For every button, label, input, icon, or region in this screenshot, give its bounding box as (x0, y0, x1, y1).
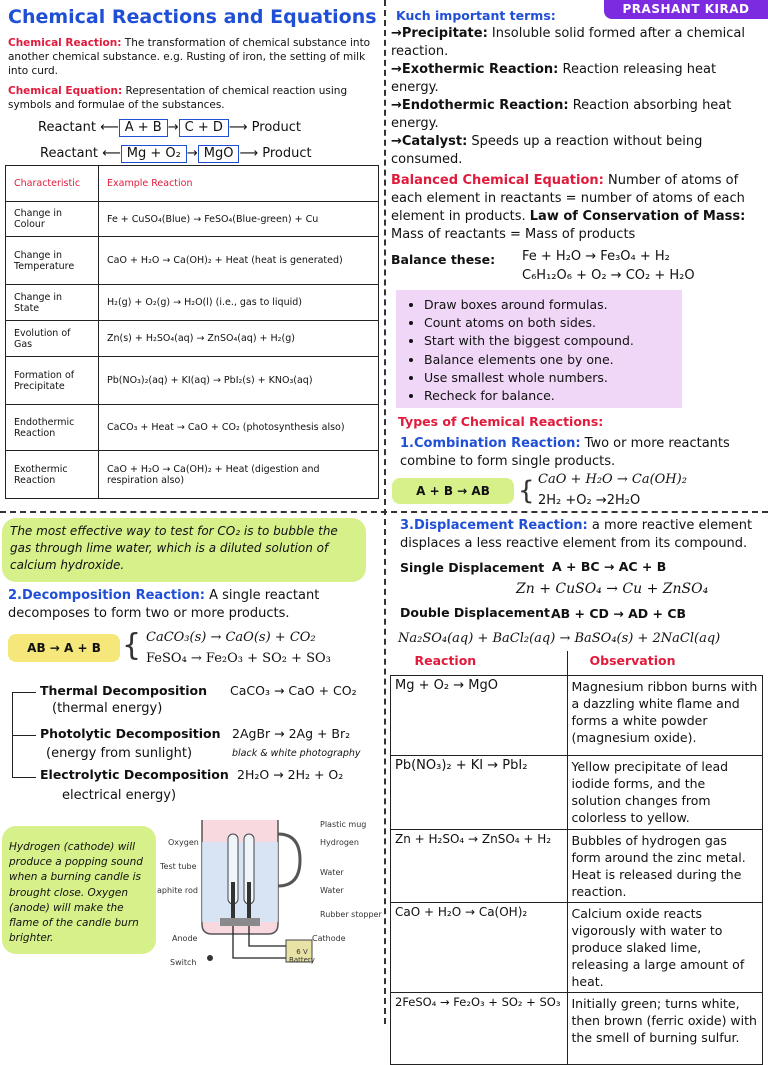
combination-general-pill: A + B → AB (392, 478, 514, 504)
photolytic-note: black & white photography (232, 748, 361, 759)
table-cell: Magnesium ribbon burns with a dazzling white flame and forms a white powder (magnesium oxide). (567, 675, 763, 755)
diagram-label: Plastic mug (320, 820, 367, 829)
diagram-label: Switch (170, 958, 197, 967)
table-row (6, 405, 379, 451)
switch-shape (207, 955, 213, 961)
water-fill (202, 842, 278, 922)
term-value: Speeds up a reaction without being consumed. (391, 134, 703, 167)
table-cell: Change in State (6, 285, 99, 321)
photolytic-equation: 2AgBr → 2Ag + Br₂ (232, 726, 351, 741)
diagram-label: Water (320, 868, 344, 877)
term-item (391, 133, 763, 169)
eq2-reactant-box: Mg + O₂ (121, 145, 187, 163)
table-header-row (391, 651, 763, 675)
chemical-reaction-term: Chemical Reaction: (8, 37, 122, 49)
table-cell: CaO + H₂O → Ca(OH)₂ + Heat (digestion and respiration also) (99, 451, 379, 499)
eq2-product-box: MgO (198, 145, 240, 163)
diagram-label: Hydrogen (320, 838, 359, 847)
chemical-equation-definition (8, 84, 378, 112)
balanced-equation-text: Number of atoms of each element in reactants = number of atoms of each element in products. (391, 173, 745, 224)
tree-branch (12, 777, 36, 778)
table-cell: Yellow precipitate of lead iodide forms, and the solution changes from colorless to yellow. (567, 755, 763, 829)
tip-item: • Recheck for balance. (424, 387, 682, 405)
co2-test-note (2, 518, 366, 582)
table-cell: Endothermic Reaction (6, 405, 99, 451)
electrolytic-energy-label: electrical energy) (62, 788, 177, 803)
tree-branch (12, 735, 36, 736)
graphite-rod-left (231, 882, 235, 920)
displacement-definition (400, 517, 764, 553)
table-cell: Change in Temperature (6, 237, 99, 285)
photolytic-decomposition: Photolytic Decomposition (40, 726, 221, 741)
balance-equation-1: Fe + H₂O → Fe₃O₄ + H₂ (522, 249, 670, 264)
term-value: Reaction releasing heat energy. (391, 62, 717, 95)
table-row (391, 755, 763, 829)
table-row (391, 675, 763, 755)
table-row (6, 357, 379, 405)
eq2-product: Product (262, 146, 312, 161)
eq1-reactant-box: A + B (119, 119, 168, 137)
table-row (6, 202, 379, 237)
balanced-equation-definition (391, 172, 765, 244)
term-key: →Catalyst: (391, 134, 468, 149)
mug-handle-shape (278, 834, 300, 886)
term-item (391, 25, 763, 61)
author-badge: PRASHANT KIRAD (604, 0, 768, 19)
table-cell: Evolution of Gas (6, 321, 99, 357)
diagram-label: Rubber stopper (320, 910, 382, 919)
table-cell: Zn(s) + H₂SO₄(aq) → ZnSO₄(aq) + H₂(g) (99, 321, 379, 357)
term-key: →Exothermic Reaction: (391, 62, 559, 77)
brace-icon: { (518, 476, 535, 506)
eq2-reactant: Reactant (40, 146, 98, 161)
table-row (391, 902, 763, 992)
graphite-rod-right (247, 882, 251, 920)
thermal-decomposition: Thermal Decomposition (40, 683, 208, 698)
eq1-reactant: Reactant (38, 120, 96, 135)
chemical-equation-text: Representation of chemical reaction using symbols and formulae of the substances. (8, 85, 348, 111)
double-displacement-equation: AB + CD → AD + CB (551, 606, 687, 621)
electrolysis-note-text: Hydrogen (cathode) will produce a popping sound when a burning candle is brought close. Oxygen (anode) will make the flame of the candle burn brighter. (9, 841, 143, 945)
table-row (6, 285, 379, 321)
table-row (391, 992, 763, 1064)
table-header-characteristic: Characteristic (6, 166, 99, 202)
table-cell: Fe + CuSO₄(Blue) → FeSO₄(Blue-green) + Cu (99, 202, 379, 237)
diagram-label: Oxygen (168, 838, 199, 847)
diagram-label: 6 V Battery (289, 948, 315, 964)
table-cell: CaCO₃ + Heat → CaO + CO₂ (photosynthesis also) (99, 405, 379, 451)
brace-icon: { (122, 628, 142, 663)
tip-item: • Draw boxes around formulas. (424, 296, 682, 314)
table-cell: CaO + H₂O → Ca(OH)₂ (391, 902, 568, 992)
table-cell: Exothermic Reaction (6, 451, 99, 499)
table-cell: Formation of Precipitate (6, 357, 99, 405)
electrolytic-equation: 2H₂O → 2H₂ + O₂ (237, 767, 344, 782)
diagram-label: Test tube (160, 862, 197, 871)
combination-example-1: CaO + H₂O → Ca(OH)₂ (538, 472, 687, 487)
observation-table (390, 651, 763, 1065)
table-header-reaction: Reaction (391, 651, 568, 675)
thermal-equation: CaCO₃ → CaO + CO₂ (230, 683, 357, 698)
table-cell: Calcium oxide reacts vigorously with water to produce slaked lime, releasing a large amount of heat. (567, 902, 763, 992)
table-cell: Bubbles of hydrogen gas form around the zinc metal. Heat is released during the reaction. (567, 829, 763, 902)
rubber-stopper-shape (220, 918, 260, 926)
eq1-product: Product (251, 120, 302, 135)
term-key: →Endothermic Reaction: (391, 98, 569, 113)
chemical-reaction-definition (8, 36, 378, 78)
decomposition-text: A single reactant decomposes to form two or more products. (8, 588, 320, 621)
electrolytic-decomposition: Electrolytic Decomposition (40, 767, 229, 782)
displacement-text: a more reactive element displaces a less reactive element from its compound. (400, 518, 753, 551)
table-row (6, 237, 379, 285)
diagram-label: Cathode (312, 934, 346, 943)
table-cell: 2FeSO₄ → Fe₂O₃ + SO₂ + SO₃ (391, 992, 568, 1064)
tip-item: • Balance elements one by one. (424, 351, 682, 369)
law-conservation-text: Mass of reactants = Mass of products (391, 227, 636, 242)
table-row (391, 829, 763, 902)
term-key: →Precipitate: (391, 26, 488, 41)
chemical-equation-term: Chemical Equation: (8, 85, 123, 97)
combination-example-2: 2H₂ +O₂ →2H₂O (538, 493, 641, 508)
horizontal-divider (0, 511, 768, 513)
characteristics-table (5, 165, 379, 499)
balancing-tips-box (396, 290, 682, 408)
chemical-reaction-text: The transformation of chemical substance into another chemical substance. e.g. Rusting of iron, the setting of milk into curd. (8, 37, 371, 77)
combination-term: 1.Combination Reaction: (400, 436, 581, 451)
combination-text: Two or more reactants combine to form single products. (400, 436, 730, 469)
important-terms-list (391, 25, 763, 169)
decomposition-general-pill: AB → A + B (8, 634, 120, 662)
table-cell: Mg + O₂ → MgO (391, 675, 568, 755)
balanced-equation-term: Balanced Chemical Equation: (391, 173, 604, 188)
table-row (6, 321, 379, 357)
balance-equation-2: C₆H₁₂O₆ + O₂ → CO₂ + H₂O (522, 268, 695, 283)
single-displacement-label: Single Displacement (400, 560, 545, 575)
decomposition-example-1: CaCO₃(s) → CaO(s) + CO₂ (146, 630, 316, 645)
co2-test-text: The most effective way to test for CO₂ is to bubble the gas through lime water, which is a diluted solution of calcium hydroxide. (10, 524, 338, 572)
double-displacement-label: Double Displacement (400, 605, 550, 620)
term-value: Reaction absorbing heat energy. (391, 98, 732, 131)
decomposition-example-2: FeSO₄ → Fe₂O₃ + SO₂ + SO₃ (146, 651, 331, 666)
table-cell: Pb(NO₃)₂ + KI → PbI₂ (391, 755, 568, 829)
diagram-label: Water (320, 886, 344, 895)
displacement-term: 3.Displacement Reaction: (400, 518, 588, 533)
table-header-row (6, 166, 379, 202)
tree-branch (12, 692, 36, 693)
thermal-energy-label: (thermal energy) (52, 701, 163, 716)
table-row (6, 451, 379, 499)
electrolysis-note (2, 826, 156, 954)
photolytic-energy-label: (energy from sunlight) (46, 746, 193, 761)
tip-item: • Count atoms on both sides. (424, 314, 682, 332)
table-header-example: Example Reaction (99, 166, 379, 202)
table-cell: Initially green; turns white, then brown (ferric oxide) with the smell of burning sulfur. (567, 992, 763, 1064)
single-displacement-equation: A + BC → AC + B (552, 559, 667, 574)
word-equation-2: Reactant ⟵ Mg + O₂ → MgO ⟶ Product (40, 146, 312, 161)
page-title: Chemical Reactions and Equations (8, 6, 377, 28)
word-equation-1: Reactant ⟵ A + B → C + D ⟶ Product (38, 120, 302, 135)
decomposition-term: 2.Decomposition Reaction: (8, 588, 205, 603)
tip-item: • Use smallest whole numbers. (424, 369, 682, 387)
table-cell: Zn + H₂SO₄ → ZnSO₄ + H₂ (391, 829, 568, 902)
decomposition-definition (8, 587, 378, 623)
table-cell: Change in Colour (6, 202, 99, 237)
tip-item: • Start with the biggest compound. (424, 332, 682, 350)
diagram-label: Anode (172, 934, 198, 943)
balance-these-label: Balance these: (391, 252, 496, 267)
single-displacement-example: Zn + CuSO₄ → Cu + ZnSO₄ (516, 581, 709, 597)
diagram-label: aphite rod (157, 886, 198, 895)
eq1-product-box: C + D (179, 119, 229, 137)
important-terms-heading: Kuch important terms: (396, 8, 556, 23)
table-header-observation: Observation (567, 651, 763, 675)
table-cell: CaO + H₂O → Ca(OH)₂ + Heat (heat is generated) (99, 237, 379, 285)
table-cell: Pb(NO₃)₂(aq) + KI(aq) → PbI₂(s) + KNO₃(aq) (99, 357, 379, 405)
term-value: Insoluble solid formed after a chemical reaction. (391, 26, 745, 59)
types-heading: Types of Chemical Reactions: (398, 414, 604, 429)
double-displacement-example: Na₂SO₄(aq) + BaCl₂(aq) → BaSO₄(s) + 2NaCl(aq) (398, 631, 721, 646)
combination-definition (400, 435, 760, 471)
table-cell: H₂(g) + O₂(g) → H₂O(l) (i.e., gas to liquid) (99, 285, 379, 321)
term-item (391, 61, 763, 97)
law-conservation-term: Law of Conservation of Mass: (529, 209, 746, 224)
term-item (391, 97, 763, 133)
